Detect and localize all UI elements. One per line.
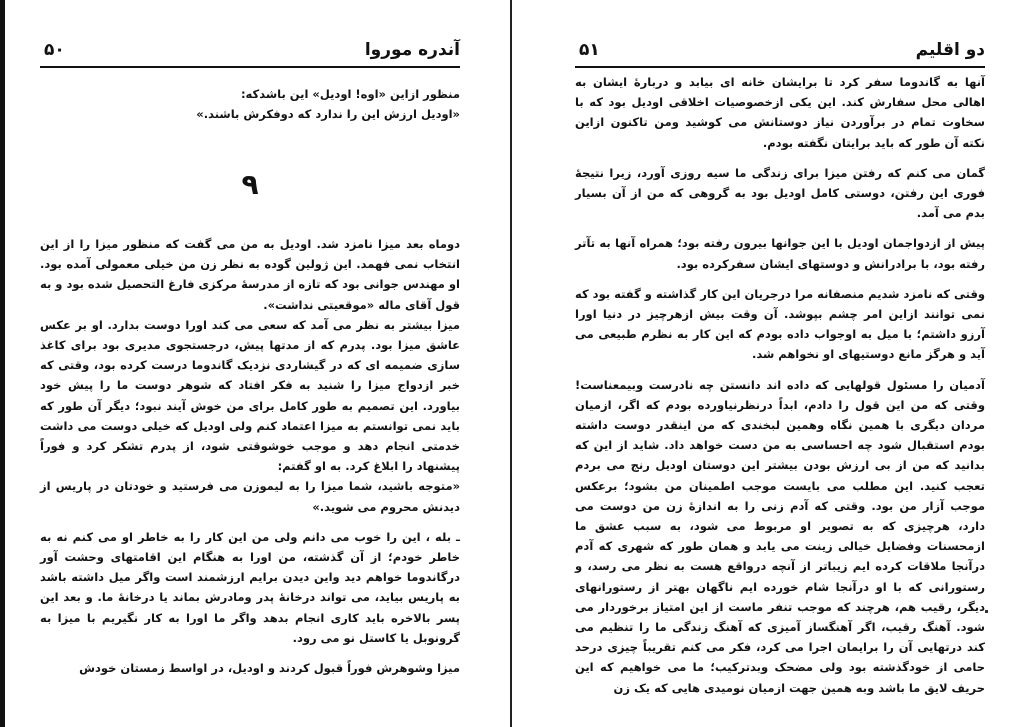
left-page-number: ۵۰ [44, 40, 65, 60]
paragraph: «متوجه باشید، شما میزا را به لیموزن می فرستید و خودتان در پاریس از دیدنش محروم می شوید.» [40, 479, 460, 514]
left-top-line: منظور ازاین «اوه! اودیل» این باشدکه: [240, 87, 460, 101]
chapter-number: ۹ [241, 168, 259, 201]
right-header-rule [575, 66, 985, 68]
right-body-text [575, 72, 985, 698]
book-gutter [510, 0, 512, 727]
paragraph: میزا بیشتر به نظر می آمد که سعی می کند اورا دوست بدارد. او بر عکس عاشق میزا بود. پدرم که از مدتها پیش، درجستجوی مدیری بود برای کاغذ سازی ضمیمه ای که در گیشاردی نزدیک گاندوما درست کرده بود، وقتی که خبر ازدواج میزا را شنید به فکر افتاد که شوهر دوست ما را پیش خود بیاورد. این تصمیم به طور کامل برای من خوش آیند نبود؛ دیگر آن طور که باید نمی توانستم به میزا اعتماد کنم ولی اودیل که خیلی دوست می داشت خدمتی انجام دهد و موجب خوشوقتی شود، از پدرم تشکر کرد و فوراً پیشنهاد را ابلاغ کرد. به او گفتم: [40, 317, 460, 474]
right-page-number: ۵۱ [579, 40, 600, 60]
page-edge-shadow [0, 0, 5, 727]
paragraph: آدمیان را مسئول قولهایی که داده اند دانستن چه نادرست وبیمعناست! وقتی که من این قول را دادم، ابداً درنظرنیاورده بودم که اگر، ازمیان مردان دیگری با همین نگاه وهمین لبخندی که من اینقدر دوست داشته بودم استقبال شود چه احساسی به من دست خواهد داد. شاید از این که بدانید که من از بی ارزش بودن بیشتر این دوستان اودیل رنج می بردم تعجب کنید. این مطلب می بایست موجب اطمینان من بشود؛ برعکس موجب آزار من بود. وقتی که آدم زنی را به اندازهٔ زن من دوست می دارد، هرچیزی که به تصویر او مربوط می شود، به سبب عشق ما ازمحسنات وفضایل خیالی زینت می یابد و همان طور که شهری که آدم درآنجا ملاقات کرده ایم زیباتر از آنچه درواقع هست به نظر می رسد، و رستورانی که با او درآنجا شام خورده ایم ناگهان بهتر از رستورانهای دیگر، رقیب هم، هرچند که موجب تنفر ماست از این امتیاز برخوردار می شود. آهنگ رقیب، اگر آهنگساز آمیزی که آهنگ زندگی ما را تنظیم می کند درتهایی آن را برایمان اجرا می کرد، فکر می کنم تقریباً چیزی درحد حامی از خودگذشته بود ولی مضحک وبدترکیب؛ ما می خواهیم که این حریف لایق ما باشد وبه همین جهت ازمیان نومیدی هایی که یک زن [575, 377, 985, 695]
paragraph: گمان می کنم که رفتن میزا برای زندگی ما سیه روزی آورد، زیرا نتیجهٔ فوری این رفتن، دوستی کامل اودیل بود به گروهی که من از آن بسیار بدم می آمد. [575, 165, 985, 221]
left-page [40, 0, 460, 727]
scan-speck [985, 610, 988, 613]
left-running-title: آندره موروا [364, 40, 460, 60]
left-body-text [40, 234, 460, 678]
paragraph: میزا وشوهرش فوراً قبول کردند و اودیل، در اواسط زمستان خودش [79, 661, 460, 676]
right-page-header [575, 36, 985, 62]
right-running-title: دو اقلیم [915, 40, 985, 60]
paragraph: وقتی که نامزد شدیم منصفانه مرا درجریان این کار گذاشته و گفته بود که نمی توانند ازاین امر چشم بپوشد. آن وقت بیش ازهرچیز در دنیا اورا آرزو داشتم؛ با میل به اوجواب داده بودم که این کار به نظرم طبیعی می آید و هرگز مانع دوستیهای او نخواهم شد. [575, 286, 985, 362]
paragraph: پیش از ازدواجمان اودیل با این جوانها بیرون رفته بود؛ همراه آنها به تآتر رفته بود، با برادرانش و دوستهای ایشان سفرکرده بود. [575, 236, 985, 271]
paragraph: دوماه بعد میزا نامزد شد. اودیل به من می گفت که منظور میزا را از این انتخاب نمی فهمد. این ژولین گوده به نظر زن من خیلی معمولی آمده بود. او مهندس جوانی بود که تازه از مدرسهٔ مرکزی فارغ التحصیل شده بود و به قول آقای ماله «موقعیتی نداشت». [40, 237, 460, 312]
paragraph: ـ بله ، این را خوب می دانم ولی من این کار را به خاطر او می کنم نه به خاطر خودم؛ از آن گذشته، من اورا به هنگام این اقامتهای وحشت آور درگاندوما خواهم دید واین دیدن برایم ارزشمند است واگر میل داشته باشد به پاریس بیاید، می تواند درخانهٔ پدر ومادرش بماند یا درخانهٔ ما. و بعد این پسر بالاخره باید کاری انجام بدهد واگر ما اورا به کار نگیریم با میزا به گرونوبل یا کاستل نو می رود. [40, 529, 460, 645]
left-page-header [40, 36, 460, 62]
left-top-text [40, 84, 460, 124]
right-page [575, 0, 985, 727]
left-header-rule [40, 66, 460, 68]
paragraph: آنها به گاندوما سفر کرد تا برایشان خانه ای بیابد و دربارهٔ ایشان به اهالی محل سفارش کند. این یکی ازخصوصیات اخلاقی اودیل بود که با سخاوت تمام در برآوردن نیاز دوستانش می کوشید ومن تاکنون ازاین نکته آن طور که باید برایتان نگفته بودم. [575, 75, 985, 150]
left-top-line: «اودیل ارزش این را ندارد که دوفکرش باشند.» [196, 107, 460, 122]
